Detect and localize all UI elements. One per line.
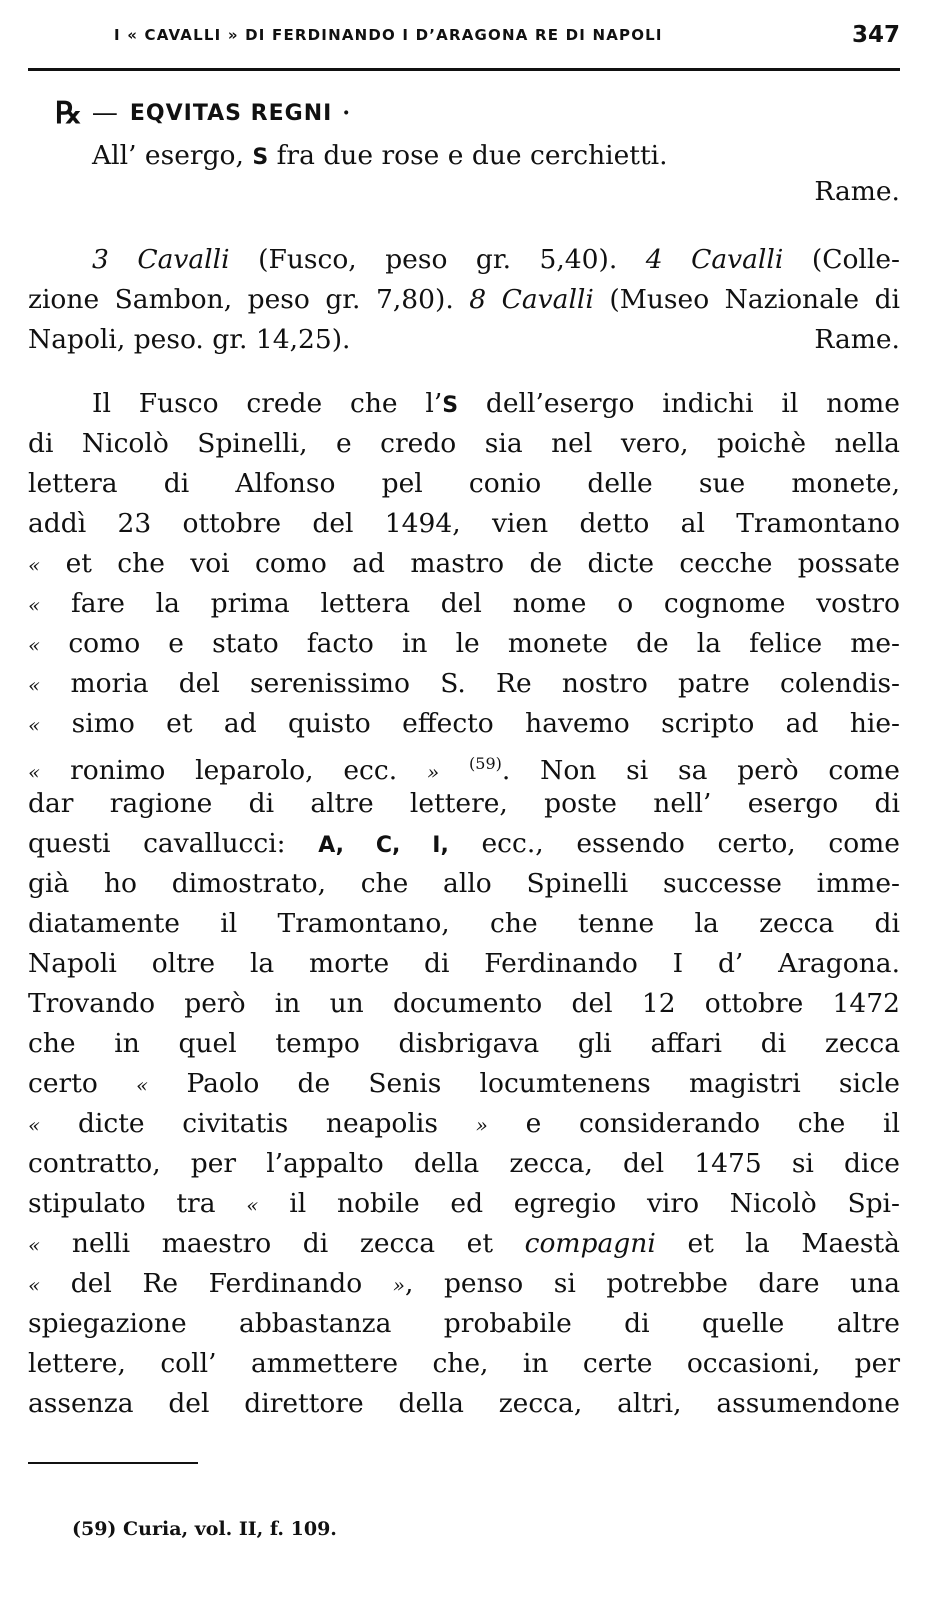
body-line-21: stipulato tra « il nobile ed egregio viro Nicolò Spi- [28, 1188, 900, 1219]
body-line-9: « simo et ad quisto effecto havemo scripto ad hie- [28, 708, 900, 739]
exergue-letter: S [252, 145, 269, 170]
specimen-line-3: Napoli, peso. gr. 14,25). [28, 324, 351, 355]
body-line-12: questi cavallucci: A, C, I, ecc., essendo certo, come [28, 828, 900, 859]
body-line-18: certo « Paolo de Senis locumtenens magistri sicle [28, 1068, 900, 1099]
specimen-line-1: 3 Cavalli (Fusco, peso gr. 5,40). 4 Cavalli (Colle- [92, 244, 901, 275]
body-line-5: « et che voi como ad mastro de dicte cecche possate [28, 548, 900, 579]
specimen-metal-label: Rame. [814, 324, 900, 355]
body-line-17: che in quel tempo disbrigava gli affari di zecca [28, 1028, 900, 1059]
page-number: 347 [851, 22, 900, 48]
body-line-20: contratto, per l’appalto della zecca, del 1475 si dice [28, 1148, 900, 1179]
running-header [28, 18, 900, 52]
body-line-6: « fare la prima lettera del nome o cognome vostro [28, 588, 900, 619]
footnote-rule [28, 1462, 198, 1464]
body-line-11: dar ragione di altre lettere, poste nell’ esergo di [28, 788, 900, 819]
reverse-dash: — [91, 98, 118, 128]
body-line-19: « dicte civitatis neapolis » e considerando che il [28, 1108, 900, 1139]
exergue-description: All’ esergo, S fra due rose e due cerchietti. [92, 140, 668, 171]
coin-legend: EQVITAS REGNI [129, 100, 333, 126]
body-line-2: di Nicolò Spinelli, e credo sia nel vero, poichè nella [28, 428, 900, 459]
specimen-line-2: zione Sambon, peso gr. 7,80). 8 Cavalli (Museo Nazionale di [28, 284, 901, 315]
metal-label: Rame. [814, 176, 900, 207]
body-line-1: Il Fusco crede che l’S dell’esergo indichi il nome [92, 388, 900, 419]
body-line-3: lettera di Alfonso pel conio delle sue monete, [28, 468, 900, 499]
body-line-10: « ronimo leparolo, ecc. » $^{(59)}$. Non si sa però come [28, 754, 900, 786]
body-line-23: « del Re Ferdinando », penso si potrebbe dare una [28, 1268, 900, 1299]
body-line-24: spiegazione abbastanza probabile di quelle altre [28, 1308, 900, 1339]
running-title: I « CAVALLI » DI FERDINANDO I D’ARAGONA RE DI NAPOLI [114, 26, 663, 44]
body-line-8: « moria del serenissimo S. Re nostro patre colendis- [28, 668, 900, 699]
footnote-ref: (59) [469, 754, 502, 773]
body-line-14: diatamente il Tramontano, che tenne la zecca di [28, 908, 900, 939]
body-line-13: già ho dimostrato, che allo Spinelli successe imme- [28, 868, 900, 899]
footnote: (59) Curia, vol. II, f. 109. [72, 1518, 337, 1540]
body-line-16: Trovando però in un documento del 12 ottobre 1472 [28, 988, 900, 1019]
reverse-legend-line [55, 95, 350, 131]
body-line-25: lettere, coll’ ammettere che, in certe occasioni, per [28, 1348, 900, 1379]
body-line-4: addì 23 ottobre del 1494, vien detto al Tramontano [28, 508, 900, 539]
reverse-symbol: ℞ [55, 95, 82, 131]
legend-dot: · [342, 100, 350, 126]
header-rule [28, 68, 900, 71]
body-line-15: Napoli oltre la morte di Ferdinando I d’ Aragona. [28, 948, 900, 979]
body-line-7: « como e stato facto in le monete de la felice me- [28, 628, 900, 659]
body-line-22: « nelli maestro di zecca et compagni et la Maestà [28, 1228, 900, 1259]
body-line-26: assenza del direttore della zecca, altri, assumendone [28, 1388, 900, 1419]
